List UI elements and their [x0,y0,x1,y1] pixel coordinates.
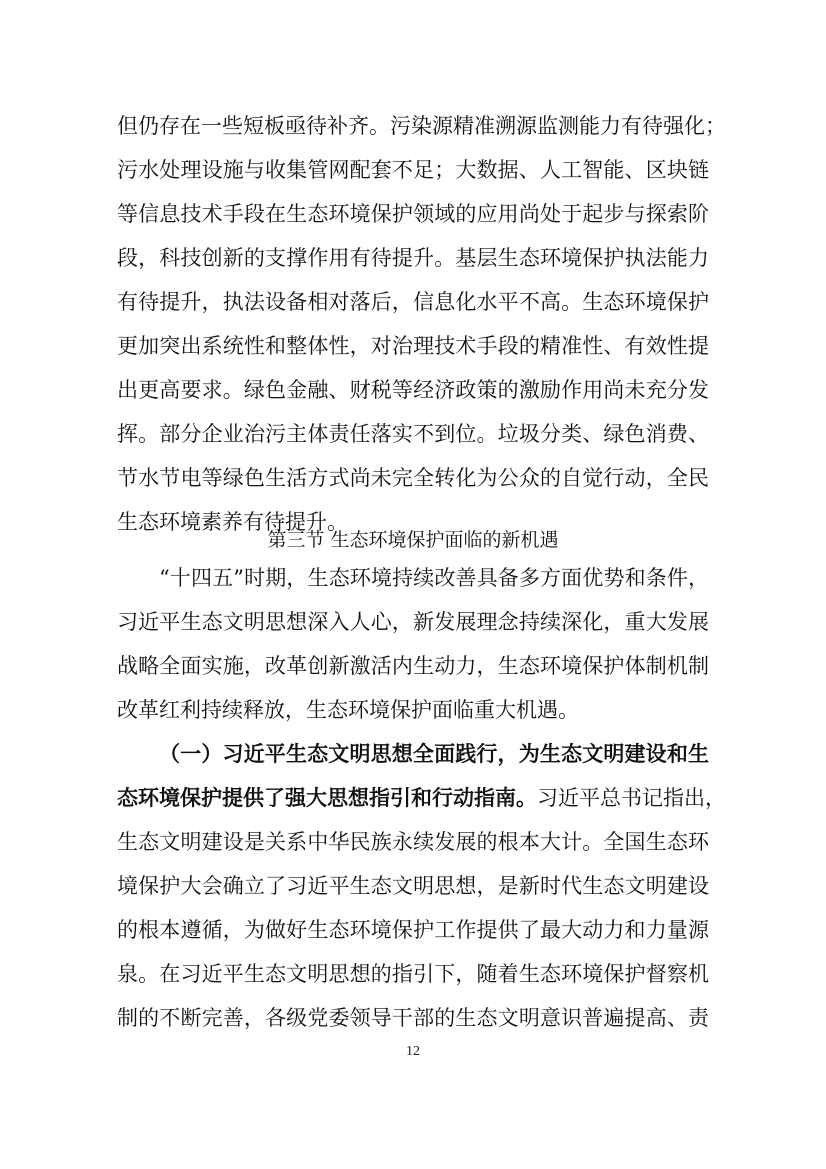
section-heading: 第三节 生态环境保护面临的新机遇 [267,529,559,551]
paragraph-3-line-3: 生态文明建设是关系中华民族永续发展的根本大计。全国生态环 [117,830,709,854]
paragraph-3-bold-heading-line-2: 态环境保护提供了强大思想指引和行动指南。 [117,786,537,810]
paragraph-1-line-10: 生态环境素养有待提升。 [117,510,348,534]
page-number: 12 [406,1044,420,1059]
paragraph-1-line-3: 等信息技术手段在生态环境保护领域的应用尚处于起步与探索阶 [117,202,709,226]
paragraph-3-bold-heading-line-1: （一）习近平生态文明思想全面践行，为生态文明建设和生 [159,742,709,766]
paragraph-1-line-2: 污水处理设施与收集管网配套不足；大数据、人工智能、区块链 [117,158,709,182]
paragraph-1-line-8: 挥。部分企业治污主体责任落实不到位。垃圾分类、绿色消费、 [117,422,709,446]
paragraph-1-line-7: 出更高要求。绿色金融、财税等经济政策的激励作用尚未充分发 [117,378,709,402]
paragraph-1-line-5: 有待提升，执法设备相对落后，信息化水平不高。生态环境保护 [117,290,709,314]
paragraph-2-line-3: 战略全面实施，改革创新激活内生动力，生态环境保护体制机制 [117,654,709,678]
paragraph-3-line-7: 制的不断完善，各级党委领导干部的生态文明意识普遍提高、责 [117,1006,709,1030]
paragraph-3-line-4: 境保护大会确立了习近平生态文明思想，是新时代生态文明建设 [117,874,709,898]
paragraph-2-line-2: 习近平生态文明思想深入人心，新发展理念持续深化，重大发展 [117,610,709,634]
paragraph-1-line-4: 段，科技创新的支撑作用有待提升。基层生态环境保护执法能力 [117,246,709,270]
paragraph-3-line-5: 的根本遵循，为做好生态环境保护工作提供了最大动力和力量源 [117,918,709,942]
paragraph-1-line-1: 但仍存在一些短板亟待补齐。污染源精准溯源监测能力有待强化； [117,114,726,138]
paragraph-3-line-6: 泉。在习近平生态文明思想的指引下，随着生态环境保护督察机 [117,962,709,986]
paragraph-3-line-2 [117,776,726,820]
paragraph-1-line-9: 节水节电等绿色生活方式尚未完全转化为公众的自觉行动，全民 [117,466,709,490]
paragraph-1-line-6: 更加突出系统性和整体性，对治理技术手段的精准性、有效性提 [117,334,709,358]
paragraph-3-line-2-text: 习近平总书记指出， [537,786,726,810]
paragraph-2-line-1: “十四五”时期，生态环境持续改善具备多方面优势和条件， [159,566,709,590]
paragraph-2-line-4: 改革红利持续释放，生态环境保护面临重大机遇。 [117,698,579,722]
